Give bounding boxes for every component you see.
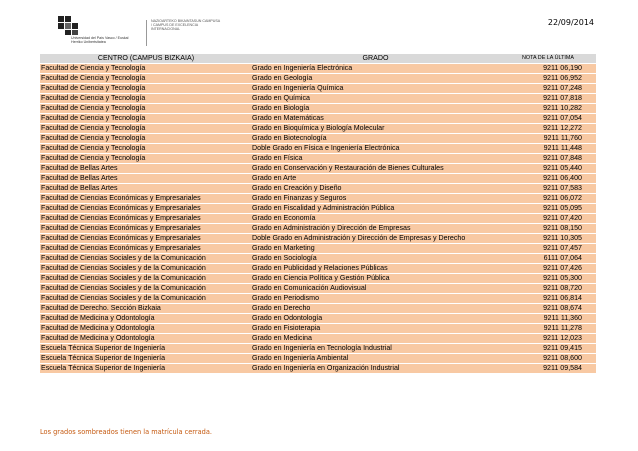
- cell-centro: Escuela Técnica Superior de Ingeniería: [40, 364, 251, 374]
- cell-centro: Facultad de Ciencias Económicas y Empresariales: [40, 214, 251, 224]
- cell-nota: 9211 08,720: [499, 284, 596, 294]
- column-header-grado: GRADO: [251, 54, 499, 64]
- table-row: [40, 324, 596, 334]
- cell-centro: Facultad de Ciencias Económicas y Empresariales: [40, 224, 251, 234]
- cell-centro: Escuela Técnica Superior de Ingeniería: [40, 344, 251, 354]
- table-row: [40, 304, 596, 314]
- table-row: [40, 174, 596, 184]
- cell-grado: Grado en Ingeniería Electrónica: [251, 64, 499, 74]
- table-row: [40, 234, 596, 244]
- cell-centro: Facultad de Ciencias Sociales y de la Comunicación: [40, 274, 251, 284]
- cell-grado: Doble Grado en Administración y Dirección de Empresas y Derecho: [251, 234, 499, 244]
- cell-grado: Grado en Biología: [251, 104, 499, 114]
- grades-table: [40, 54, 596, 374]
- cell-nota: 9211 08,600: [499, 354, 596, 364]
- table-row: [40, 94, 596, 104]
- cell-centro: Facultad de Medicina y Odontología: [40, 334, 251, 344]
- cell-nota: 9211 07,457: [499, 244, 596, 254]
- cell-nota: 9211 06,400: [499, 174, 596, 184]
- cell-centro: Facultad de Ciencias Sociales y de la Comunicación: [40, 254, 251, 264]
- table-row: [40, 154, 596, 164]
- table-row: [40, 194, 596, 204]
- cell-nota: 9211 06,072: [499, 194, 596, 204]
- cell-grado: Grado en Ingeniería Ambiental: [251, 354, 499, 364]
- table-row: [40, 314, 596, 324]
- table-row: [40, 104, 596, 114]
- table-row: [40, 124, 596, 134]
- table-row: [40, 164, 596, 174]
- cell-nota: 9211 09,415: [499, 344, 596, 354]
- cell-centro: Facultad de Ciencias Sociales y de la Comunicación: [40, 284, 251, 294]
- cell-nota: 9211 05,440: [499, 164, 596, 174]
- cell-centro: Escuela Técnica Superior de Ingeniería: [40, 354, 251, 364]
- cell-nota: 9211 11,360: [499, 314, 596, 324]
- cell-centro: Facultad de Ciencia y Tecnología: [40, 144, 251, 154]
- cell-centro: Facultad de Ciencias Económicas y Empresariales: [40, 234, 251, 244]
- cell-nota: 9211 07,848: [499, 154, 596, 164]
- cell-nota: 9211 07,420: [499, 214, 596, 224]
- cell-grado: Grado en Ingeniería Química: [251, 84, 499, 94]
- logo-divider: [146, 20, 147, 46]
- cell-centro: Facultad de Ciencia y Tecnología: [40, 114, 251, 124]
- cell-grado: Grado en Biotecnología: [251, 134, 499, 144]
- cell-nota: 9211 06,814: [499, 294, 596, 304]
- cell-grado: Grado en Periodismo: [251, 294, 499, 304]
- table-row: [40, 134, 596, 144]
- cell-nota: 9211 08,674: [499, 304, 596, 314]
- cell-nota: 9211 07,248: [499, 84, 596, 94]
- cell-grado: Grado en Odontología: [251, 314, 499, 324]
- cell-grado: Grado en Ciencia Política y Gestión Pública: [251, 274, 499, 284]
- cell-centro: Facultad de Ciencia y Tecnología: [40, 104, 251, 114]
- cell-grado: Grado en Economía: [251, 214, 499, 224]
- cell-centro: Facultad de Bellas Artes: [40, 184, 251, 194]
- table-row: [40, 114, 596, 124]
- cell-centro: Facultad de Ciencias Económicas y Empresariales: [40, 194, 251, 204]
- cell-grado: Grado en Física: [251, 154, 499, 164]
- university-logo: [56, 14, 221, 52]
- cell-centro: Facultad de Ciencia y Tecnología: [40, 64, 251, 74]
- cell-centro: Facultad de Bellas Artes: [40, 164, 251, 174]
- cell-nota: 9211 07,818: [499, 94, 596, 104]
- cell-grado: Grado en Derecho: [251, 304, 499, 314]
- cell-grado: Doble Grado en Física e Ingeniería Electrónica: [251, 144, 499, 154]
- cell-centro: Facultad de Ciencias Sociales y de la Comunicación: [40, 294, 251, 304]
- cell-centro: Facultad de Ciencia y Tecnología: [40, 94, 251, 104]
- cell-nota: 9211 12,023: [499, 334, 596, 344]
- cell-nota: 9211 09,584: [499, 364, 596, 374]
- document-date: 22/09/2014: [547, 18, 594, 27]
- table-row: [40, 74, 596, 84]
- cell-grado: Grado en Química: [251, 94, 499, 104]
- cell-nota: 9211 05,300: [499, 274, 596, 284]
- cell-nota: 9211 10,305: [499, 234, 596, 244]
- table-row: [40, 264, 596, 274]
- table-row: [40, 84, 596, 94]
- table-row: [40, 284, 596, 294]
- cell-nota: 9211 08,150: [499, 224, 596, 234]
- cell-centro: Facultad de Ciencia y Tecnología: [40, 124, 251, 134]
- cell-nota: 9211 07,054: [499, 114, 596, 124]
- cell-centro: Facultad de Bellas Artes: [40, 174, 251, 184]
- column-header-nota: NOTA DE LA ÚLTIMA: [499, 54, 596, 64]
- table-row: [40, 214, 596, 224]
- table-row: [40, 184, 596, 194]
- table-row: [40, 344, 596, 354]
- cell-grado: Grado en Fisioterapia: [251, 324, 499, 334]
- cell-grado: Grado en Administración y Dirección de Empresas: [251, 224, 499, 234]
- cell-grado: Grado en Ingeniería en Tecnología Industrial: [251, 344, 499, 354]
- cell-grado: Grado en Medicina: [251, 334, 499, 344]
- cell-centro: Facultad de Ciencias Económicas y Empresariales: [40, 244, 251, 254]
- cell-grado: Grado en Publicidad y Relaciones Públicas: [251, 264, 499, 274]
- university-name: Universidad del País Vasco / Euskal Herriko Unibertsitatea: [71, 36, 129, 44]
- table-row: [40, 144, 596, 154]
- table-row: [40, 224, 596, 234]
- upv-ehu-logo-icon: [56, 14, 86, 36]
- table-row: [40, 274, 596, 284]
- cell-grado: Grado en Marketing: [251, 244, 499, 254]
- cell-nota: 9211 11,278: [499, 324, 596, 334]
- cell-grado: Grado en Comunicación Audiovisual: [251, 284, 499, 294]
- cell-centro: Facultad de Derecho. Sección Bizkaia: [40, 304, 251, 314]
- cell-centro: Facultad de Medicina y Odontología: [40, 314, 251, 324]
- table-row: [40, 244, 596, 254]
- cell-nota: 9211 06,952: [499, 74, 596, 84]
- cell-grado: Grado en Geología: [251, 74, 499, 84]
- cell-nota: 9211 10,282: [499, 104, 596, 114]
- cell-nota: 6111 07,064: [499, 254, 596, 264]
- table-row: [40, 64, 596, 74]
- cell-nota: 9211 05,095: [499, 204, 596, 214]
- cell-centro: Facultad de Ciencia y Tecnología: [40, 74, 251, 84]
- footnote: Los grados sombreados tienen la matrícula cerrada.: [40, 428, 212, 436]
- cell-grado: Grado en Creación y Diseño: [251, 184, 499, 194]
- table-row: [40, 294, 596, 304]
- cell-grado: Grado en Arte: [251, 174, 499, 184]
- cell-centro: Facultad de Ciencias Económicas y Empresariales: [40, 204, 251, 214]
- table-body: [40, 64, 596, 374]
- cell-centro: Facultad de Ciencia y Tecnología: [40, 154, 251, 164]
- cell-grado: Grado en Ingeniería en Organización Industrial: [251, 364, 499, 374]
- cell-grado: Grado en Conservación y Restauración de Bienes Culturales: [251, 164, 499, 174]
- cell-grado: Grado en Matemáticas: [251, 114, 499, 124]
- cell-nota: 9211 11,760: [499, 134, 596, 144]
- cell-nota: 9211 07,426: [499, 264, 596, 274]
- table-row: [40, 334, 596, 344]
- cell-centro: Facultad de Ciencias Sociales y de la Comunicación: [40, 264, 251, 274]
- cell-nota: 9211 11,448: [499, 144, 596, 154]
- cell-nota: 9211 06,190: [499, 64, 596, 74]
- table-row: [40, 254, 596, 264]
- cell-centro: Facultad de Ciencia y Tecnología: [40, 134, 251, 144]
- column-header-centro: CENTRO (CAMPUS BIZKAIA): [40, 54, 251, 64]
- cell-grado: Grado en Fiscalidad y Administración Pública: [251, 204, 499, 214]
- table-header-row: [40, 54, 596, 64]
- cell-nota: 9211 12,272: [499, 124, 596, 134]
- cell-grado: Grado en Bioquímica y Biología Molecular: [251, 124, 499, 134]
- cell-grado: Grado en Sociología: [251, 254, 499, 264]
- cell-centro: Facultad de Medicina y Odontología: [40, 324, 251, 334]
- cell-grado: Grado en Finanzas y Seguros: [251, 194, 499, 204]
- cell-centro: Facultad de Ciencia y Tecnología: [40, 84, 251, 94]
- table-row: [40, 204, 596, 214]
- campus-name: NAZIOARTEKO BIKAINTASUN CAMPUSA / CAMPUS DE EXCELENCIA INTERNACIONAL: [151, 19, 220, 32]
- cell-nota: 9211 07,583: [499, 184, 596, 194]
- table-row: [40, 364, 596, 374]
- table-row: [40, 354, 596, 364]
